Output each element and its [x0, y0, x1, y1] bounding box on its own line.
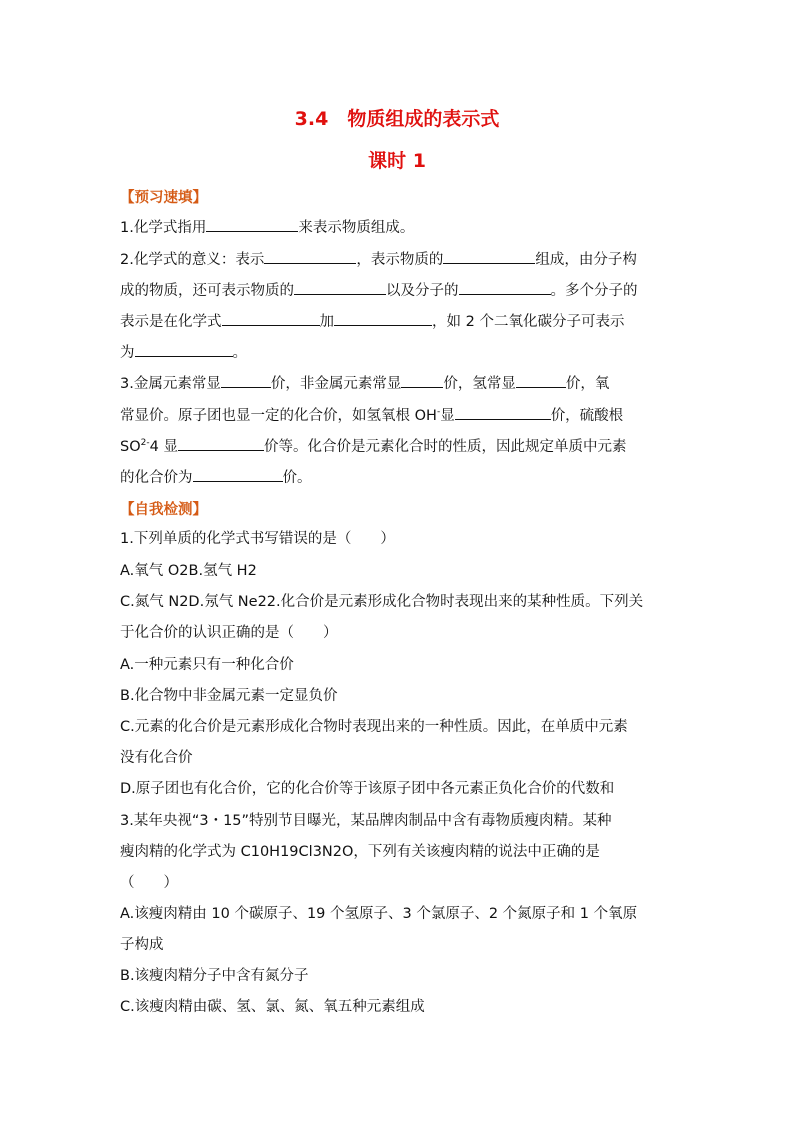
- page-title: 3.4 物质组成的表示式: [294, 108, 500, 130]
- fill-blank: [206, 217, 298, 232]
- preview-q3-line4: 的化合价为 价。: [120, 467, 312, 488]
- check-q3-option-a-line1: A.该瘦肉精由 10 个碳原子、19 个氢原子、3 个氯原子、2 个氮原子和 1 个氧原: [120, 906, 638, 922]
- check-q3-line1: 3.某年央视“3・15”特别节目曝光，某品牌肉制品中含有毒物质瘦肉精。某种: [120, 813, 612, 829]
- fill-blank: [455, 405, 551, 420]
- fill-blank: [222, 311, 320, 326]
- check-q2-option-b: B.化合物中非金属元素一定显负价: [120, 688, 338, 704]
- section-preview-heading: 【预习速填】: [120, 190, 207, 206]
- check-q3-option-b: B.该瘦肉精分子中含有氮分子: [120, 968, 309, 984]
- preview-q1: 1.化学式指用 来表示物质组成。: [120, 217, 414, 238]
- preview-q2-line4: 为 。: [120, 342, 247, 363]
- check-q2-stem: 于化合价的认识正确的是（ ）: [120, 625, 338, 641]
- fill-blank: [135, 342, 233, 357]
- check-q1: 1.下列单质的化学式书写错误的是（ ）: [120, 531, 395, 547]
- fill-blank: [193, 467, 283, 482]
- check-q1-options-ab: A.氧气 O2B.氢气 H2: [120, 563, 257, 579]
- fill-blank: [459, 280, 551, 295]
- fill-blank: [334, 311, 432, 326]
- fill-blank: [401, 373, 443, 388]
- preview-q3-line3: $SO^{2-}4$ 显 价等。化合价是元素化合时的性质，因此规定单质中元素: [120, 436, 626, 457]
- preview-q2-line1: 2.化学式的意义：表示 ，表示物质的 组成，由分子构: [120, 249, 637, 270]
- section-self-check-heading: 【自我检测】: [120, 502, 207, 518]
- preview-q3-line1: 3.金属元素常显 价，非金属元素常显 价，氢常显 价，氧: [120, 373, 609, 394]
- lesson-subtitle: 课时 1: [368, 150, 426, 172]
- preview-q2-line2: 成的物质，还可表示物质的 以及分子的 。多个分子的: [120, 280, 638, 301]
- fill-blank: [264, 249, 356, 264]
- check-q3-option-a-line2: 子构成: [120, 937, 164, 953]
- check-q2-option-c-line1: C.元素的化合价是元素形成化合物时表现出来的一种性质。因此，在单质中元素: [120, 719, 628, 735]
- check-q2-option-d: D.原子团也有化合价，它的化合价等于该原子团中各元素正负化合价的代数和: [120, 781, 615, 797]
- preview-q2-line3: 表示是在化学式 加 ，如 2 个二氧化碳分子可表示: [120, 311, 624, 332]
- check-q3-line3: （ ）: [120, 875, 178, 891]
- check-q3-option-c: C.该瘦肉精由碳、氢、氯、氮、氧五种元素组成: [120, 999, 425, 1015]
- fill-blank: [178, 436, 264, 451]
- fill-blank: [516, 373, 566, 388]
- fill-blank: [294, 280, 386, 295]
- check-q2-option-c-line2: 没有化合价: [120, 750, 193, 766]
- check-q1-options-cd-q2: C.氮气 N2D.氖气 Ne22.化合价是元素形成化合物时表现出来的某种性质。下列关: [120, 594, 644, 610]
- fill-blank: [221, 373, 271, 388]
- check-q2-option-a: A.一种元素只有一种化合价: [120, 657, 294, 673]
- preview-q3-line2: 常显价。原子团也显一定的化合价，如氢氧根 OH-显 价，硫酸根: [120, 405, 623, 426]
- fill-blank: [443, 249, 535, 264]
- check-q3-line2: 瘦肉精的化学式为 C10H19Cl3N2O，下列有关该瘦肉精的说法中正确的是: [120, 844, 600, 860]
